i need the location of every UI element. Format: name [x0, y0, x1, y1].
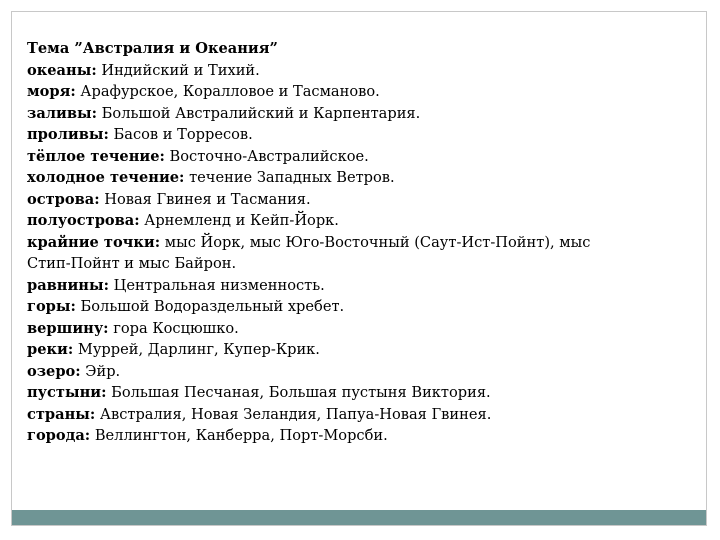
- fact-line: [27, 232, 687, 254]
- fact-text: Австралия, Новая Зеландия, Папуа-Новая Гвинея.: [95, 405, 492, 423]
- fact-label: страны:: [27, 405, 96, 423]
- fact-text: Арафурское, Коралловое и Тасманово.: [75, 83, 380, 100]
- fact-label: острова:: [27, 190, 100, 208]
- fact-text: Большая Песчаная, Большая пустыня Виктория.: [106, 384, 491, 401]
- fact-text: Новая Гвинея и Тасмания.: [99, 190, 311, 208]
- fact-line: [27, 275, 687, 297]
- fact-text: Стип-Пойнт и мыс Байрон.: [27, 255, 237, 272]
- fact-text: Муррей, Дарлинг, Купер-Крик.: [73, 341, 320, 358]
- fact-line: [27, 382, 687, 404]
- fact-label: равнины:: [27, 276, 110, 294]
- fact-text: Арнемленд и Кейп-Йорк.: [139, 212, 339, 229]
- fact-text: Большой Австралийский и Карпентария.: [97, 104, 421, 122]
- fact-line-continuation: [27, 253, 687, 275]
- fact-line: [27, 189, 687, 211]
- fact-text: Индийский и Тихий.: [96, 61, 260, 79]
- fact-line: [27, 210, 687, 232]
- fact-line: [27, 296, 687, 318]
- fact-text: Эйр.: [80, 362, 121, 380]
- slide-title-text: Тема ”Австралия и Океания”: [27, 40, 278, 57]
- accent-bottom-bar: [12, 510, 706, 525]
- fact-text: гора Косцюшко.: [108, 319, 239, 337]
- fact-text: Восточно-Австралийское.: [164, 147, 369, 165]
- fact-label: проливы:: [27, 126, 109, 143]
- fact-line: [27, 318, 687, 340]
- fact-line: [27, 103, 687, 125]
- fact-line: [27, 167, 687, 189]
- fact-label: заливы:: [27, 104, 98, 122]
- fact-line: [27, 361, 687, 383]
- fact-label: тёплое течение:: [27, 147, 165, 165]
- fact-line: [27, 124, 687, 146]
- fact-label: горы:: [27, 298, 76, 315]
- slide-title: [27, 38, 687, 60]
- fact-text: Басов и Торресов.: [108, 126, 253, 143]
- fact-label: реки:: [27, 341, 74, 358]
- fact-text: Большой Водораздельный хребет.: [75, 298, 345, 315]
- fact-text: Центральная низменность.: [109, 276, 325, 294]
- fact-label: города:: [27, 427, 91, 444]
- fact-text: течение Западных Ветров.: [184, 169, 395, 186]
- fact-text: Веллингтон, Канберра, Порт-Морсби.: [90, 427, 388, 444]
- fact-line: [27, 425, 687, 447]
- fact-line: [27, 146, 687, 168]
- fact-line: [27, 81, 687, 103]
- fact-label: озеро:: [27, 362, 81, 380]
- fact-label: холодное течение:: [27, 169, 185, 186]
- fact-label: крайние точки:: [27, 233, 161, 251]
- fact-line: [27, 339, 687, 361]
- fact-label: моря:: [27, 83, 76, 100]
- fact-text: мыс Йорк, мыс Юго-Восточный (Саут-Ист-Пойнт), мыс: [160, 233, 591, 251]
- fact-label: пустыни:: [27, 384, 107, 401]
- fact-label: полуострова:: [27, 212, 140, 229]
- fact-line: [27, 60, 687, 82]
- fact-line: [27, 404, 687, 426]
- slide-content: [27, 38, 687, 447]
- fact-label: вершину:: [27, 319, 109, 337]
- fact-label: океаны:: [27, 61, 97, 79]
